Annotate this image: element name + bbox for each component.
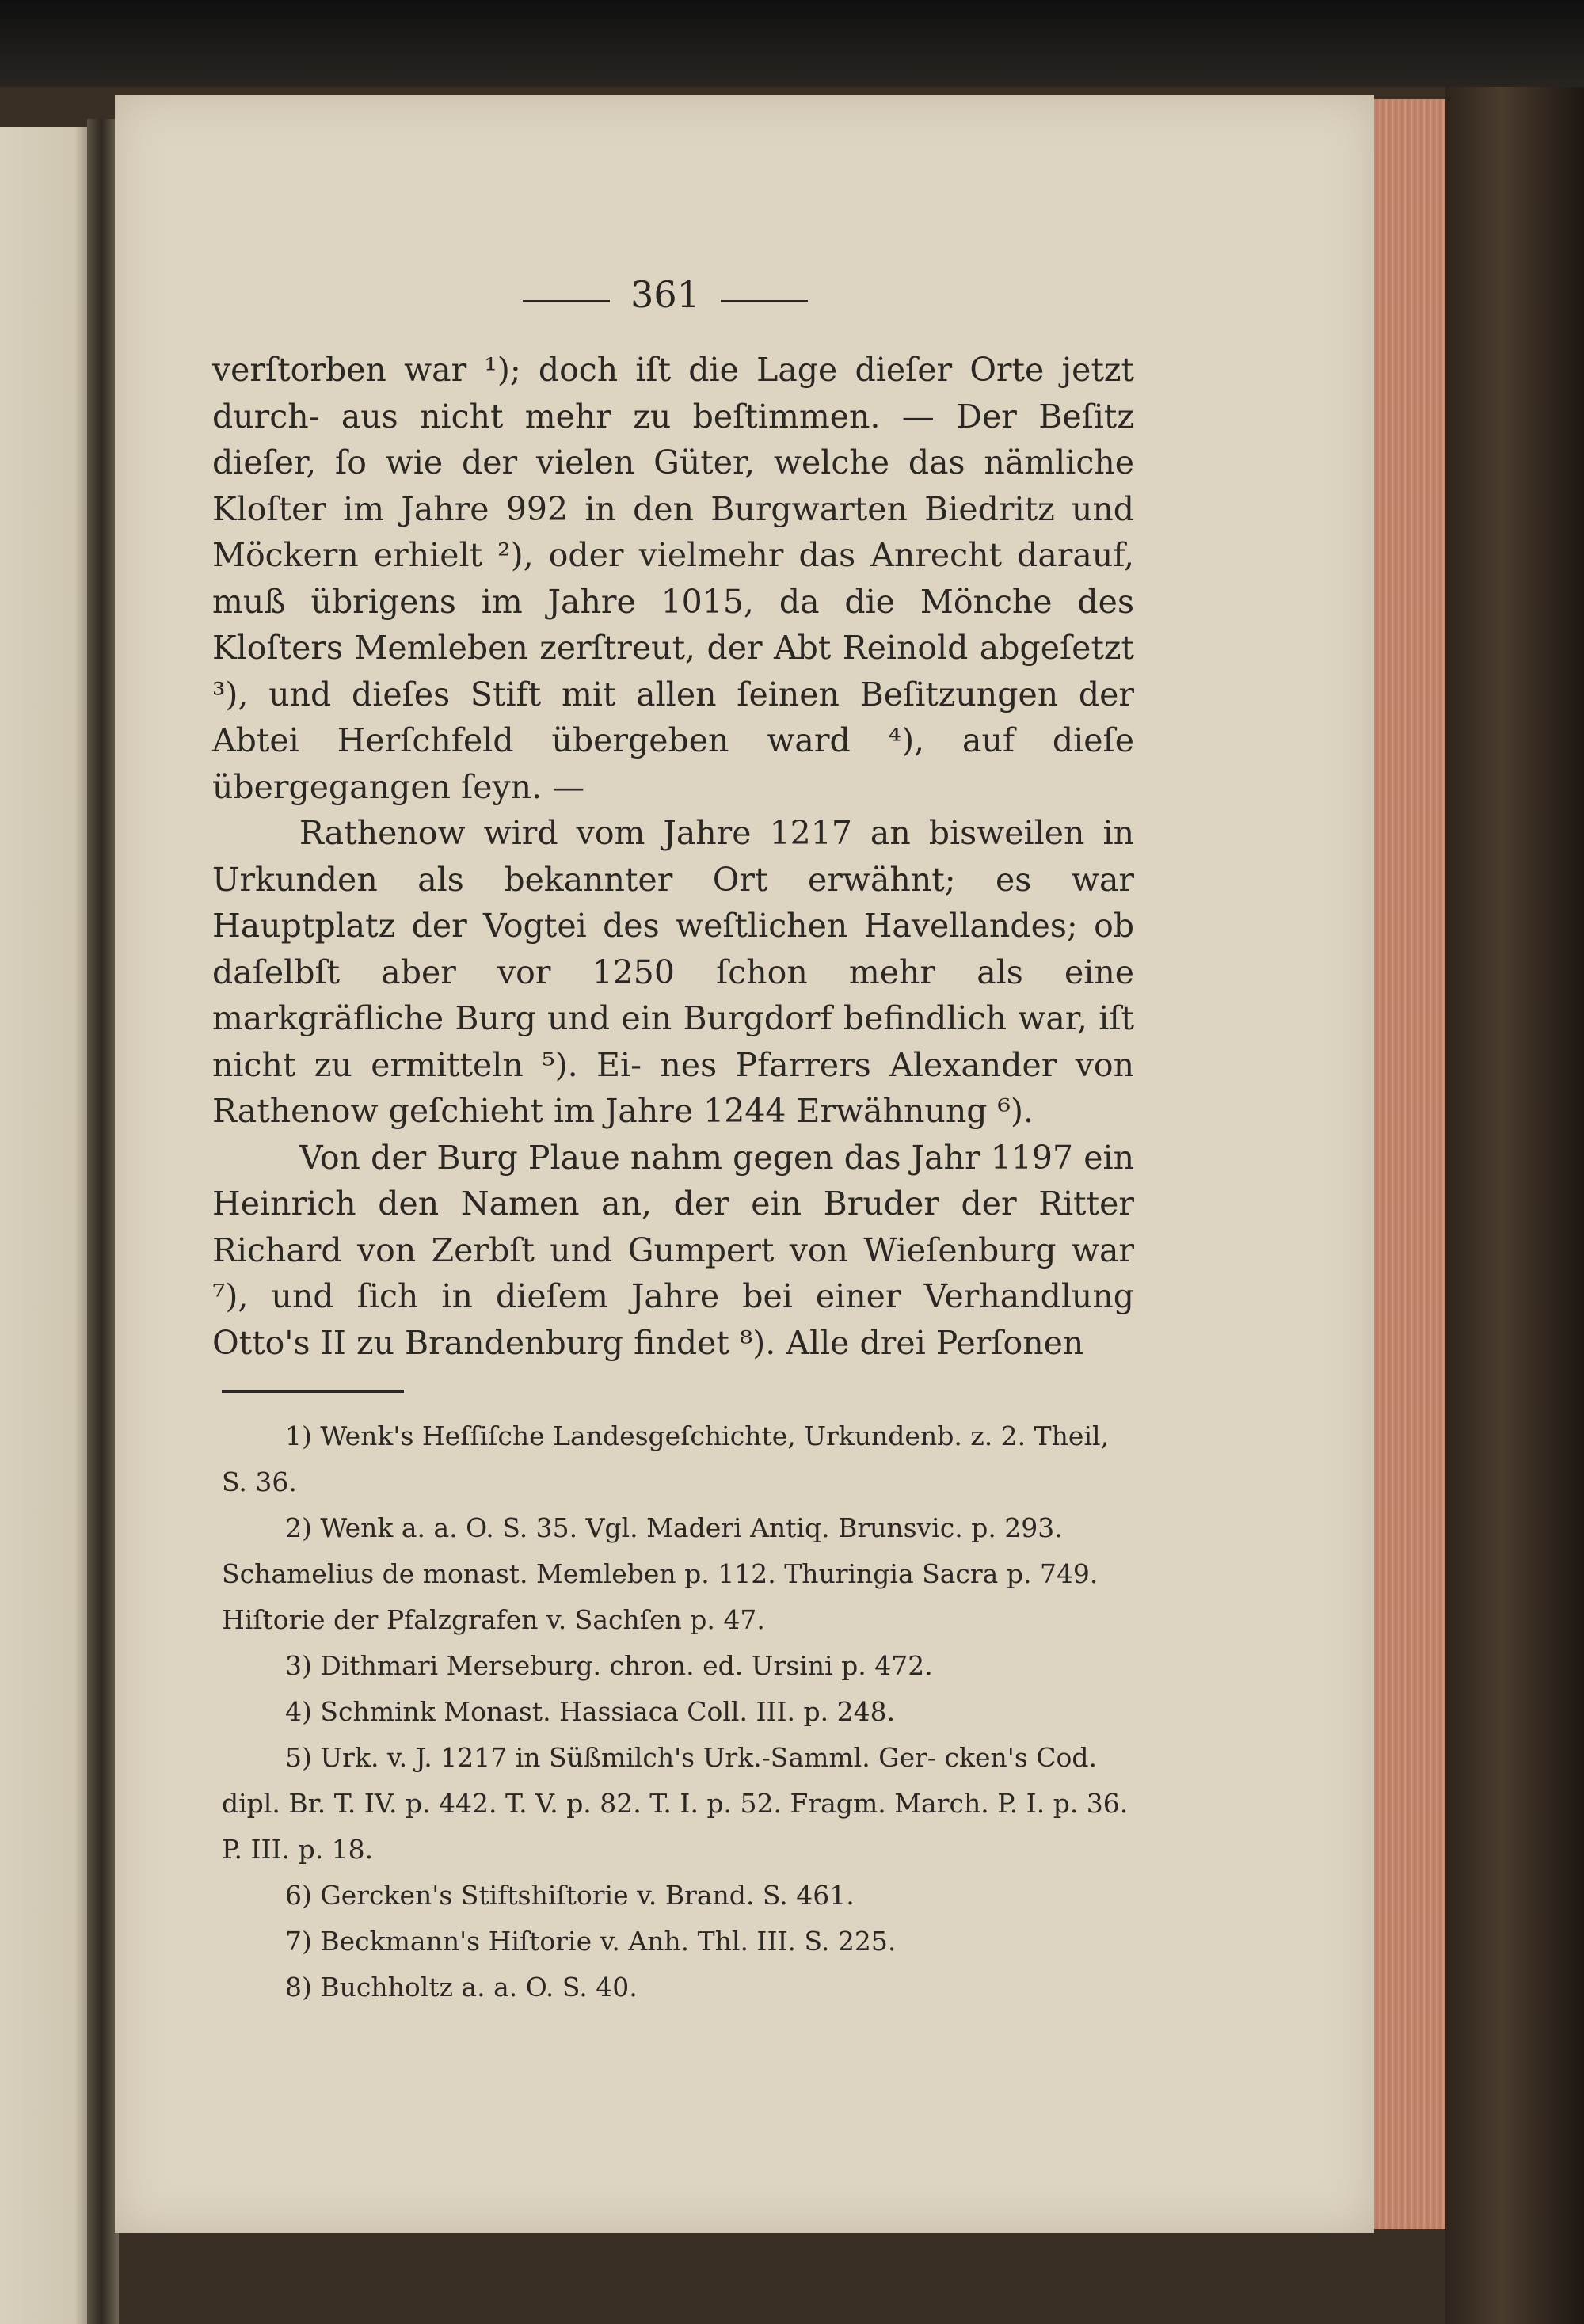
footnote-8: 8) Buchholtz a. a. O. S. 40. (285, 1972, 638, 2003)
footnote-2: 2) Wenk a. a. O. S. 35. Vgl. Maderi Antiq. Brunsvic. p. 293. Schamelius de monast. Memleben p. 112. Thuringia Sacra p. 749. Hiſtorie der Pfalzgrafen v. Sachſen p. 47. (222, 1512, 1099, 1635)
footnote-5: 5) Urk. v. J. 1217 in Süßmilch's Urk.-Samml. Ger- cken's Cod. dipl. Br. T. IV. p. 442. T. V. p. 82. T. I. p. 52. Fragm. March. P. I. p. 36. P. III. p. 18. (222, 1742, 1129, 1865)
paragraph-1: verſtorben war ¹); doch iſt die Lage dieſer Orte jetzt durch- aus nicht mehr zu beſtimmen. — Der Beſitz dieſer, ſo wie der vielen Güter, welche das nämliche Kloſter im Jahre 992 in den Burgwarten Biedritz und Möckern erhielt ²), oder vielmehr das Anrecht darauf, muß übrigens im Jahre 1015, da die Mönche des Kloſters Memleben zerſtreut, der Abt Reinold abgeſetzt ³), und dieſes Stift mit allen ſeinen Beſitzungen der Abtei Herſchfeld übergeben ward ⁴), auf dieſe übergegangen ſeyn. — (212, 351, 1134, 806)
footnote-4: 4) Schmink Monast. Hassiaca Coll. III. p. 248. (285, 1696, 896, 1727)
header-rule-left (523, 300, 610, 302)
body-text (212, 347, 1134, 1366)
left-page-edge (0, 127, 93, 2324)
book-gutter (87, 119, 119, 2324)
background-top (0, 0, 1584, 95)
footnote-6: 6) Gercken's Stiftshiſtorie v. Brand. S. 461. (285, 1880, 855, 1911)
paragraph-2: Rathenow wird vom Jahre 1217 an bisweilen in Urkunden als bekannter Ort erwähnt; es war Hauptplatz der Vogtei des weſtlichen Havellandes; ob daſelbſt aber vor 1250 ſchon mehr als eine markgräfliche Burg und ein Burgdorf befindlich war, iſt nicht zu ermitteln ⁵). Ei- nes Pfarrers Alexander von Rathenow geſchieht im Jahre 1244 Erwähnung ⁶). (212, 814, 1134, 1130)
header-rule-right (721, 300, 808, 302)
footnotes (222, 1413, 1140, 2010)
paragraph-3: Von der Burg Plaue nahm gegen das Jahr 1197 ein Heinrich den Namen an, der ein Bruder der Ritter Richard von Zerbſt und Gumpert von Wieſenburg war ⁷), und ſich in dieſem Jahre bei einer Verhandlung Otto's II zu Brandenburg findet ⁸). Alle drei Perſonen (212, 1138, 1134, 1362)
page-block-edges (1374, 99, 1445, 2229)
footnote-rule (222, 1390, 404, 1393)
page-number: 361 (630, 273, 700, 316)
footnote-3: 3) Dithmari Merseburg. chron. ed. Ursini p. 472. (285, 1650, 933, 1681)
footnote-1: 1) Wenk's Heſſiſche Landesgeſchichte, Urkundenb. z. 2. Theil, S. 36. (222, 1421, 1110, 1497)
book-cover-edge (1445, 87, 1584, 2324)
footnote-7: 7) Beckmann's Hiſtorie v. Anh. Thl. III. S. 225. (285, 1926, 897, 1957)
page-header (491, 273, 840, 329)
